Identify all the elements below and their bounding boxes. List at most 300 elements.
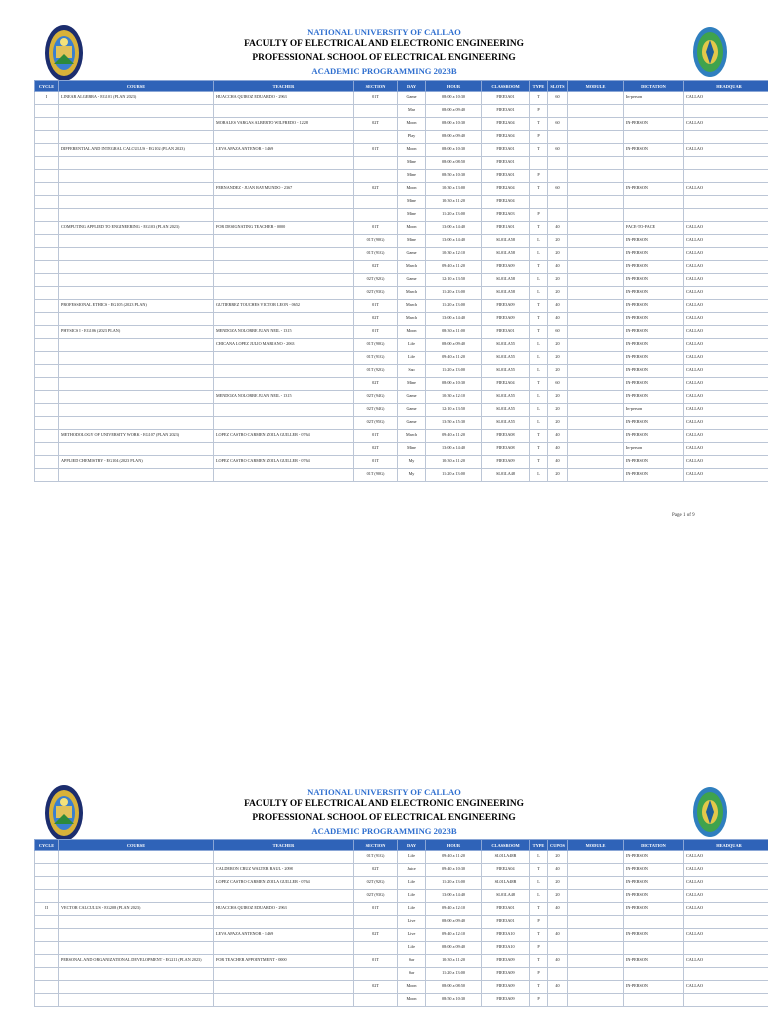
table-cell: CALDERON CRUZ WALTER RAUL - 2098: [214, 864, 354, 877]
column-header: DICTATION: [624, 81, 684, 92]
faculty-seal-icon: [692, 786, 728, 838]
table-cell: P: [530, 942, 548, 955]
table-cell: CALLAO: [684, 118, 768, 131]
column-header: DAY: [398, 81, 426, 92]
table-cell: [35, 916, 59, 929]
table-cell: [214, 981, 354, 994]
table-cell: [548, 942, 568, 955]
schedule-table: [34, 839, 768, 1007]
table-cell: [35, 235, 59, 248]
table-cell: CALLAO: [684, 235, 768, 248]
table-cell: LEVA APAZA ANTENOR - 1469: [214, 144, 354, 157]
table-cell: [530, 157, 548, 170]
table-cell: [354, 968, 398, 981]
table-cell: [684, 170, 768, 183]
column-header: CYCLE: [35, 840, 59, 851]
table-cell: 01T (91G): [354, 248, 398, 261]
table-cell: Mine: [398, 196, 426, 209]
table-cell: PROFESSIONAL ETHICS - EG105 (2023 PLAN): [59, 300, 214, 313]
table-cell: [35, 118, 59, 131]
table-row: [35, 404, 768, 417]
table-cell: [568, 851, 624, 864]
table-cell: CALLAO: [684, 92, 768, 105]
table-cell: 60: [548, 118, 568, 131]
table-cell: 10:30 a 13:00: [426, 183, 482, 196]
table-cell: 08:00 a 09:40: [426, 916, 482, 929]
table-cell: [214, 170, 354, 183]
table-cell: [568, 300, 624, 313]
column-header: CYCLE: [35, 81, 59, 92]
table-cell: LOPEZ CASTRO CARMEN ZOILA GUILLER - 0764: [214, 877, 354, 890]
table-cell: [214, 469, 354, 482]
table-cell: Moon: [398, 118, 426, 131]
table-cell: 09:40 a 11:20: [426, 352, 482, 365]
table-cell: [214, 404, 354, 417]
table-cell: 02T: [354, 864, 398, 877]
table-row: [35, 968, 768, 981]
table-cell: IN-PERSON: [624, 456, 684, 469]
table-cell: [568, 469, 624, 482]
table-cell: 08:00 a 10:30: [426, 144, 482, 157]
table-cell: [214, 365, 354, 378]
table-cell: P: [530, 105, 548, 118]
table-cell: CALLAO: [684, 430, 768, 443]
table-cell: Sar: [398, 955, 426, 968]
table-cell: 13:00 a 14:40: [426, 890, 482, 903]
table-cell: T: [530, 144, 548, 157]
table-cell: [548, 196, 568, 209]
table-cell: IN-PERSON: [624, 391, 684, 404]
table-cell: L: [530, 339, 548, 352]
table-cell: [684, 916, 768, 929]
table-row: [35, 378, 768, 391]
table-cell: [35, 157, 59, 170]
table-cell: [568, 903, 624, 916]
table-cell: [684, 157, 768, 170]
table-cell: SL01LA55: [482, 404, 530, 417]
table-cell: 20: [548, 352, 568, 365]
table-cell: T: [530, 118, 548, 131]
table-cell: [35, 851, 59, 864]
table-cell: 40: [548, 222, 568, 235]
table-cell: LOPEZ CASTRO CARMEN ZOILA GUILLER - 0764: [214, 456, 354, 469]
table-cell: 01T (90G): [354, 235, 398, 248]
table-cell: [59, 339, 214, 352]
table-cell: T: [530, 955, 548, 968]
table-cell: 08:50 a 10:30: [426, 994, 482, 1007]
table-cell: 01T: [354, 903, 398, 916]
table-cell: 08:00 a 08:50: [426, 981, 482, 994]
table-cell: 02T: [354, 981, 398, 994]
table-cell: [59, 877, 214, 890]
table-cell: P: [530, 170, 548, 183]
table-cell: [35, 994, 59, 1007]
table-cell: 01T: [354, 456, 398, 469]
table-cell: 08:00 a 09:40: [426, 339, 482, 352]
table-row: [35, 339, 768, 352]
table-cell: [568, 274, 624, 287]
table-cell: 11:20 a 13:00: [426, 300, 482, 313]
column-header: TYPE: [530, 840, 548, 851]
table-cell: [59, 118, 214, 131]
table-cell: FIEE3A08: [482, 443, 530, 456]
table-cell: SL01LA58: [482, 274, 530, 287]
column-header: HOUR: [426, 81, 482, 92]
table-cell: CHICANA LOPEZ JULIO MARIANO - 2063: [214, 339, 354, 352]
table-cell: 02T (92G): [354, 877, 398, 890]
table-cell: 02T (92G): [354, 274, 398, 287]
table-row: [35, 209, 768, 222]
table-cell: PHYSICS I - EG106 (2023 PLAN): [59, 326, 214, 339]
table-cell: 60: [548, 378, 568, 391]
table-cell: CALLAO: [684, 222, 768, 235]
table-cell: P: [530, 209, 548, 222]
table-cell: FIEE3A09: [482, 994, 530, 1007]
table-row: [35, 326, 768, 339]
programming-title: ACADEMIC PROGRAMMING 2023B: [311, 66, 457, 76]
table-cell: 09:40 a 10:30: [426, 864, 482, 877]
table-cell: FIEE3A09: [482, 968, 530, 981]
table-cell: CALLAO: [684, 326, 768, 339]
table-cell: FIEE3A09: [482, 955, 530, 968]
table-cell: L: [530, 417, 548, 430]
table-row: [35, 261, 768, 274]
table-cell: [568, 144, 624, 157]
table-cell: [684, 968, 768, 981]
table-cell: 01T (90G): [354, 339, 398, 352]
column-header: MODULE: [568, 840, 624, 851]
table-cell: [568, 404, 624, 417]
table-cell: [548, 105, 568, 118]
faculty-seal-icon: [692, 26, 728, 78]
table-cell: SL01LA55: [482, 417, 530, 430]
table-cell: [214, 105, 354, 118]
table-cell: T: [530, 903, 548, 916]
table-row: [35, 157, 768, 170]
table-cell: 11:20 a 13:00: [426, 877, 482, 890]
table-cell: [35, 183, 59, 196]
table-cell: CALLAO: [684, 261, 768, 274]
table-cell: Game: [398, 391, 426, 404]
table-cell: [684, 994, 768, 1007]
column-header: HEADQUAR: [684, 81, 768, 92]
table-cell: [568, 261, 624, 274]
table-cell: 09:40 a 11:20: [426, 430, 482, 443]
table-row: [35, 313, 768, 326]
table-cell: 11:20 a 13:00: [426, 365, 482, 378]
table-cell: [624, 105, 684, 118]
column-header: CLASSROOM: [482, 81, 530, 92]
table-cell: IN-PERSON: [624, 248, 684, 261]
table-cell: [59, 391, 214, 404]
table-cell: [354, 170, 398, 183]
table-cell: 02T (93G): [354, 890, 398, 903]
table-cell: CALLAO: [684, 352, 768, 365]
table-cell: Mine: [398, 443, 426, 456]
table-cell: [530, 196, 548, 209]
table-cell: L: [530, 352, 548, 365]
table-cell: FACE-TO-FACE: [624, 222, 684, 235]
table-row: [35, 391, 768, 404]
table-cell: Juice: [398, 864, 426, 877]
table-cell: CALLAO: [684, 248, 768, 261]
table-cell: FIEE3A10: [482, 942, 530, 955]
table-cell: [568, 92, 624, 105]
table-cell: 20: [548, 235, 568, 248]
table-cell: FIEE3A01: [482, 157, 530, 170]
faculty-name: FACULTY OF ELECTRICAL AND ELECTRONIC ENGINEERING: [244, 799, 524, 809]
table-cell: 01T (90G): [354, 469, 398, 482]
table-cell: March: [398, 261, 426, 274]
table-row: [35, 469, 768, 482]
table-cell: Moon: [398, 994, 426, 1007]
table-cell: T: [530, 378, 548, 391]
table-cell: IN-PERSON: [624, 929, 684, 942]
table-cell: 01T: [354, 326, 398, 339]
table-cell: FERNANDEZ - JUAN RAYMUNDO - 2367: [214, 183, 354, 196]
table-cell: [354, 196, 398, 209]
table-cell: IN-PERSON: [624, 326, 684, 339]
table-cell: T: [530, 261, 548, 274]
table-cell: March: [398, 313, 426, 326]
table-cell: 08:00 a 08:50: [426, 157, 482, 170]
table-cell: Life: [398, 903, 426, 916]
table-row: [35, 131, 768, 144]
table-cell: P: [530, 994, 548, 1007]
table-row: [35, 352, 768, 365]
table-cell: [354, 131, 398, 144]
table-cell: [684, 131, 768, 144]
table-cell: 11:20 a 13:00: [426, 209, 482, 222]
table-cell: 02T: [354, 183, 398, 196]
table-cell: L: [530, 851, 548, 864]
table-cell: IN-PERSON: [624, 890, 684, 903]
table-cell: VECTOR CALCULUS - EG208 (PLAN 2023): [59, 903, 214, 916]
table-cell: 01T (92G): [354, 365, 398, 378]
table-cell: [214, 994, 354, 1007]
table-row: [35, 274, 768, 287]
table-cell: SL01LA58: [482, 235, 530, 248]
table-cell: [214, 916, 354, 929]
table-cell: Mine: [398, 235, 426, 248]
table-cell: [568, 183, 624, 196]
table-row: [35, 864, 768, 877]
table-cell: IN-PERSON: [624, 352, 684, 365]
table-cell: 13:00 a 14:40: [426, 313, 482, 326]
table-row: [35, 903, 768, 916]
table-cell: L: [530, 235, 548, 248]
table-cell: Game: [398, 274, 426, 287]
table-cell: 08:00 a 09:40: [426, 131, 482, 144]
table-cell: T: [530, 300, 548, 313]
table-cell: APPLIED CHEMISTRY - EG104 (2023 PLAN): [59, 456, 214, 469]
table-cell: [214, 968, 354, 981]
table-cell: L: [530, 469, 548, 482]
table-row: [35, 365, 768, 378]
table-row: [35, 942, 768, 955]
table-header-row: [35, 840, 768, 851]
table-cell: FIEE2A04: [482, 118, 530, 131]
column-header: TYPE: [530, 81, 548, 92]
table-cell: [568, 339, 624, 352]
table-cell: 60: [548, 326, 568, 339]
table-cell: IN-PERSON: [624, 469, 684, 482]
column-header: SLOTS: [548, 81, 568, 92]
table-cell: FIEE3A01: [482, 916, 530, 929]
table-cell: [568, 105, 624, 118]
table-cell: [568, 929, 624, 942]
table-cell: 40: [548, 903, 568, 916]
school-name: PROFESSIONAL SCHOOL OF ELECTRICAL ENGINEERING: [252, 813, 516, 823]
table-cell: IN-PERSON: [624, 378, 684, 391]
table-cell: [624, 209, 684, 222]
table-cell: [548, 916, 568, 929]
table-row: [35, 994, 768, 1007]
table-cell: HUACCHA QUIROZ EDUARDO - 2963: [214, 903, 354, 916]
table-cell: SL01LA48: [482, 890, 530, 903]
table-cell: IN-PERSON: [624, 981, 684, 994]
table-cell: 40: [548, 864, 568, 877]
table-cell: T: [530, 443, 548, 456]
table-row: [35, 92, 768, 105]
column-header: HOUR: [426, 840, 482, 851]
table-cell: [59, 864, 214, 877]
table-cell: 40: [548, 443, 568, 456]
table-cell: SL01LA58: [482, 248, 530, 261]
table-cell: [568, 209, 624, 222]
table-cell: IN-PERSON: [624, 903, 684, 916]
table-cell: [568, 456, 624, 469]
table-cell: [35, 196, 59, 209]
table-cell: IN-PERSON: [624, 287, 684, 300]
table-cell: CALLAO: [684, 851, 768, 864]
table-cell: P: [530, 968, 548, 981]
table-cell: 10:30 a 11:20: [426, 456, 482, 469]
table-cell: [684, 196, 768, 209]
table-cell: [59, 131, 214, 144]
table-cell: MENDOZA NOLORBE JUAN NEIL - 1315: [214, 391, 354, 404]
table-cell: FIEE3A01: [482, 170, 530, 183]
table-cell: Moon: [398, 222, 426, 235]
table-cell: [35, 430, 59, 443]
table-cell: FIEE2A04: [482, 196, 530, 209]
table-cell: T: [530, 981, 548, 994]
table-cell: IN-PERSON: [624, 274, 684, 287]
table-cell: FIEE3A10: [482, 929, 530, 942]
table-cell: [568, 916, 624, 929]
table-cell: SL01LA55: [482, 352, 530, 365]
table-row: [35, 300, 768, 313]
table-cell: Life: [398, 851, 426, 864]
table-cell: IN-PERSON: [624, 430, 684, 443]
table-cell: FIEE2A04: [482, 183, 530, 196]
table-cell: 20: [548, 287, 568, 300]
column-header: SECTION: [354, 840, 398, 851]
table-cell: CALLAO: [684, 378, 768, 391]
table-cell: 10:30 a 12:10: [426, 248, 482, 261]
table-cell: 02T (94G): [354, 391, 398, 404]
table-cell: CALLAO: [684, 903, 768, 916]
table-cell: 20: [548, 365, 568, 378]
table-cell: [568, 196, 624, 209]
table-cell: T: [530, 864, 548, 877]
table-cell: [35, 313, 59, 326]
table-cell: 02T: [354, 118, 398, 131]
table-cell: 12:10 a 13:50: [426, 404, 482, 417]
table-cell: FIEE3A09: [482, 300, 530, 313]
table-cell: [214, 417, 354, 430]
table-cell: [59, 417, 214, 430]
table-cell: FIEE3A01: [482, 92, 530, 105]
table-cell: My: [398, 469, 426, 482]
table-cell: 11:20 a 13:00: [426, 287, 482, 300]
table-cell: Mine: [398, 209, 426, 222]
table-cell: 02T: [354, 378, 398, 391]
table-cell: Moon: [398, 183, 426, 196]
table-cell: [35, 456, 59, 469]
table-cell: [35, 443, 59, 456]
table-cell: L: [530, 287, 548, 300]
table-cell: [354, 994, 398, 1007]
table-cell: T: [530, 183, 548, 196]
table-cell: 01T: [354, 430, 398, 443]
table-cell: 01T: [354, 955, 398, 968]
table-cell: [568, 955, 624, 968]
table-cell: In-person: [624, 404, 684, 417]
table-cell: [568, 942, 624, 955]
table-cell: [59, 170, 214, 183]
column-header: HEADQUAR: [684, 840, 768, 851]
table-cell: [214, 261, 354, 274]
table-cell: [35, 365, 59, 378]
table-cell: [548, 209, 568, 222]
table-cell: IN-PERSON: [624, 261, 684, 274]
table-cell: 20: [548, 339, 568, 352]
table-cell: [35, 144, 59, 157]
table-cell: [35, 222, 59, 235]
table-cell: [548, 170, 568, 183]
table-cell: [568, 890, 624, 903]
table-cell: 20: [548, 248, 568, 261]
table-cell: [35, 877, 59, 890]
table-cell: Game: [398, 404, 426, 417]
table-cell: [35, 968, 59, 981]
table-cell: [59, 851, 214, 864]
table-cell: L: [530, 365, 548, 378]
table-cell: [624, 942, 684, 955]
table-cell: [548, 994, 568, 1007]
table-cell: [684, 209, 768, 222]
university-name: NATIONAL UNIVERSITY OF CALLAO: [307, 27, 461, 37]
table-cell: [568, 968, 624, 981]
table-cell: Game: [398, 248, 426, 261]
table-cell: [214, 274, 354, 287]
table-cell: 02T: [354, 929, 398, 942]
table-cell: [568, 443, 624, 456]
table-cell: CALLAO: [684, 955, 768, 968]
table-cell: [59, 942, 214, 955]
table-row: [35, 981, 768, 994]
table-cell: 01T: [354, 92, 398, 105]
table-cell: [59, 365, 214, 378]
table-cell: IN-PERSON: [624, 300, 684, 313]
table-cell: [568, 131, 624, 144]
table-cell: [568, 365, 624, 378]
table-cell: 02T (94G): [354, 404, 398, 417]
table-cell: 40: [548, 313, 568, 326]
table-cell: SL01LA55: [482, 391, 530, 404]
table-cell: CALLAO: [684, 890, 768, 903]
